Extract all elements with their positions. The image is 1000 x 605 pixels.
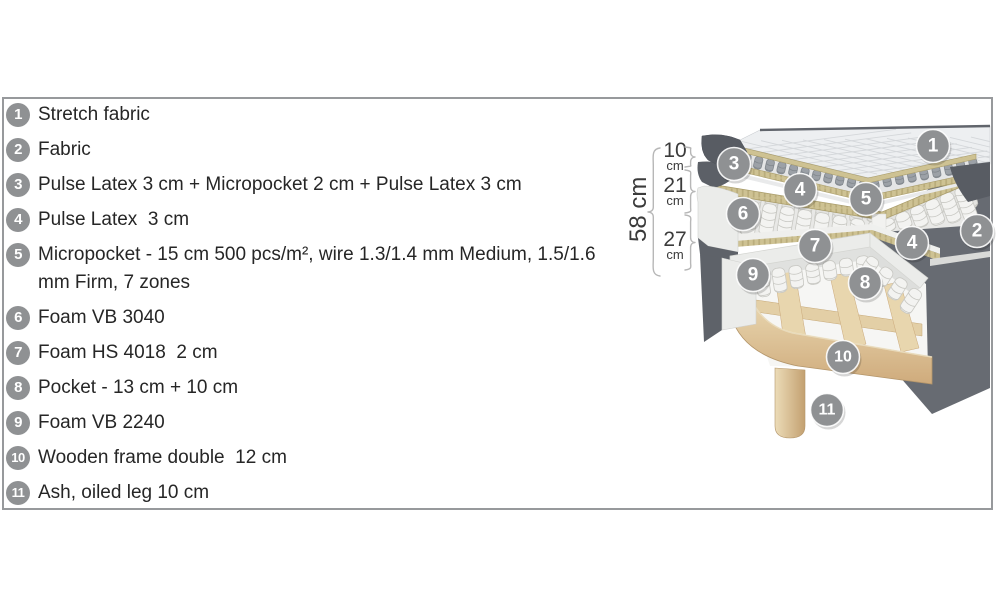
legend-item-label: Foam VB 2240 [38, 412, 165, 433]
section-height-value: 27 [663, 228, 687, 251]
total-height-label: 58 cm [625, 176, 652, 242]
svg-text:8: 8 [859, 272, 871, 294]
legend-item [6, 339, 628, 367]
legend-list [6, 101, 628, 514]
svg-text:7: 7 [809, 235, 821, 257]
legend-item-number: 10 [6, 446, 30, 470]
diagram-marker-11 [811, 394, 846, 430]
legend-item-number: 5 [6, 243, 30, 267]
legend-item [6, 444, 628, 472]
svg-text:5: 5 [860, 188, 872, 210]
legend-item [6, 136, 628, 164]
legend-item-number: 7 [6, 341, 30, 365]
legend-item-number: 4 [6, 208, 30, 232]
legend-item [6, 206, 628, 234]
legend-item-label: Foam HS 4018 2 cm [38, 342, 218, 363]
svg-text:6: 6 [737, 203, 749, 225]
legend-item [6, 171, 628, 199]
svg-text:9: 9 [747, 264, 759, 286]
legend-item-label: Wooden frame double 12 cm [38, 447, 287, 468]
svg-text:2: 2 [971, 220, 983, 242]
legend-item [6, 304, 628, 332]
legend-item [6, 101, 628, 129]
svg-text:11: 11 [818, 401, 836, 419]
legend-item-label: Fabric [38, 139, 91, 160]
section-height-unit: cm [666, 247, 684, 262]
section-height-value: 10 [663, 139, 687, 162]
legend-item-number: 6 [6, 306, 30, 330]
svg-text:1: 1 [927, 135, 939, 157]
legend-item-number: 9 [6, 411, 30, 435]
legend-item-label: Pulse Latex 3 cm [38, 209, 190, 230]
bed-cutaway-svg [630, 118, 996, 450]
section-height-unit: cm [666, 158, 684, 173]
legend-item [6, 479, 628, 507]
diagram-marker-10 [827, 341, 862, 377]
wood-leg [775, 368, 805, 438]
legend-item-label: Stretch fabric [38, 104, 150, 125]
legend-item-label: Micropocket - 15 cm 500 pcs/m², wire 1.3/1.4 mm Medium, 1.5/1.6 mm Firm, 7 zones [38, 244, 601, 293]
svg-text:10: 10 [834, 348, 852, 366]
legend-item-label: Pocket - 13 cm + 10 cm [38, 377, 239, 398]
legend-item-number: 11 [6, 481, 30, 505]
svg-text:4: 4 [794, 179, 806, 201]
legend-item [6, 374, 628, 402]
legend-item-number: 8 [6, 376, 30, 400]
legend-item-number: 1 [6, 103, 30, 127]
legend-item-label: Ash, oiled leg 10 cm [38, 482, 210, 503]
legend-item-label: Foam VB 3040 [38, 307, 165, 328]
legend-item [6, 409, 628, 437]
legend-item [6, 241, 628, 297]
svg-text:4: 4 [906, 232, 918, 254]
section-height-unit: cm [666, 193, 684, 208]
legend-item-number: 2 [6, 138, 30, 162]
svg-text:3: 3 [728, 153, 740, 175]
legend-item-number: 3 [6, 173, 30, 197]
bed-cutaway-illustration [626, 118, 1000, 450]
legend-item-label: Pulse Latex 3 cm + Micropocket 2 cm + Pulse Latex 3 cm [38, 174, 522, 195]
section-height-value: 21 [663, 174, 687, 197]
